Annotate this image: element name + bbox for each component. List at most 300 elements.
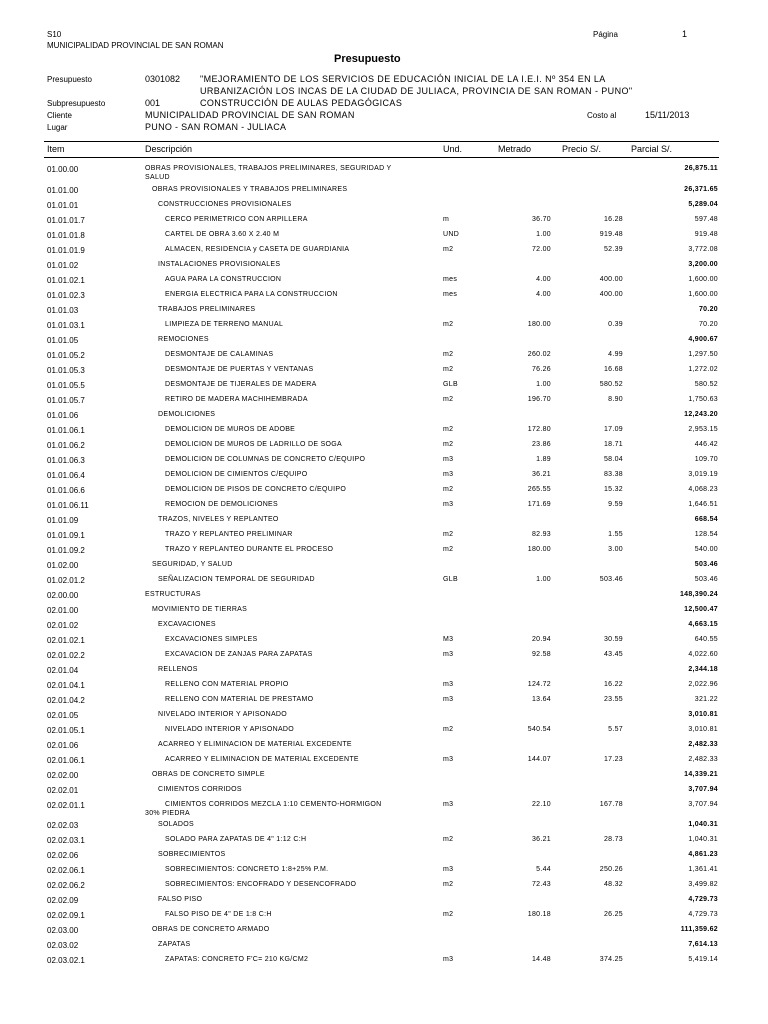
- costo-label: Costo al: [587, 111, 617, 120]
- row-description: DEMOLICION DE CIMIENTOS C/EQUIPO: [165, 470, 308, 478]
- row-parcial: 7,614.13: [688, 941, 718, 948]
- row-metrado: 4.00: [536, 275, 551, 283]
- row-metrado: 144.07: [527, 755, 551, 763]
- row-item-code: 01.01.03: [47, 305, 79, 315]
- row-unit: m3: [443, 680, 454, 688]
- row-unit: GLB: [443, 380, 458, 388]
- row-precio: 83.38: [603, 470, 623, 478]
- row-precio: 167.78: [599, 800, 623, 808]
- row-parcial: 4,861.23: [688, 851, 718, 858]
- table-row: [0, 851, 768, 866]
- table-row: [0, 501, 768, 516]
- row-precio: 48.32: [603, 881, 623, 888]
- page-label: Página: [593, 30, 618, 39]
- row-precio: 52.39: [603, 245, 623, 253]
- subpresupuesto-desc: CONSTRUCCIÓN DE AULAS PEDAGÓGICAS: [200, 98, 403, 108]
- row-parcial: 3,499.82: [688, 881, 718, 888]
- row-parcial: 1,600.00: [688, 275, 718, 283]
- row-parcial: 919.48: [694, 230, 718, 238]
- table-row: [0, 941, 768, 956]
- row-precio: 3.00: [608, 545, 623, 553]
- table-row: [0, 516, 768, 531]
- row-description: DEMOLICION DE COLUMNAS DE CONCRETO C/EQUIPO: [165, 455, 366, 463]
- row-description: NIVELADO INTERIOR Y APISONADO: [165, 725, 295, 733]
- row-item-code: 01.01.05.2: [47, 350, 85, 360]
- row-precio: 15.32: [603, 485, 623, 493]
- presupuesto-desc-line1: "MEJORAMIENTO DE LOS SERVICIOS DE EDUCACIÓN INICIAL DE LA I.E.I. Nº 354 EN LA: [200, 74, 606, 84]
- row-metrado: 13.64: [531, 695, 551, 703]
- row-unit: m2: [443, 365, 454, 373]
- row-precio: 374.25: [599, 956, 623, 963]
- row-metrado: 14.48: [531, 956, 551, 963]
- row-metrado: 72.43: [531, 881, 551, 888]
- row-item-code: 02.00.00: [47, 590, 79, 600]
- row-metrado: 23.86: [531, 440, 551, 448]
- table-row: [0, 771, 768, 786]
- row-parcial: 111,359.62: [680, 926, 718, 933]
- table-row: [0, 666, 768, 681]
- row-description: SEÑALIZACION TEMPORAL DE SEGURIDAD: [158, 575, 315, 583]
- row-metrado: 540.54: [527, 725, 551, 733]
- table-row: [0, 881, 768, 896]
- table-row: [0, 696, 768, 711]
- row-item-code: 01.01.05.7: [47, 395, 85, 405]
- row-precio: 17.23: [603, 755, 623, 763]
- row-description: RELLENO CON MATERIAL DE PRESTAMO: [165, 695, 314, 703]
- table-row: [0, 576, 768, 591]
- row-description: DEMOLICION DE PISOS DE CONCRETO C/EQUIPO: [165, 485, 347, 493]
- lugar-label: Lugar: [47, 123, 68, 132]
- row-parcial: 70.20: [698, 320, 718, 328]
- table-row: [0, 801, 768, 816]
- row-parcial: 1,750.63: [688, 395, 718, 403]
- table-row: [0, 231, 768, 246]
- table-row: [0, 306, 768, 321]
- table-row: [0, 186, 768, 201]
- row-parcial: 4,729.73: [688, 911, 718, 918]
- row-description: AGUA PARA LA CONSTRUCCION: [165, 275, 282, 283]
- row-precio: 5.57: [608, 725, 623, 733]
- row-metrado: 265.55: [527, 485, 551, 493]
- row-parcial: 14,339.21: [684, 770, 718, 778]
- row-precio: 16.68: [603, 365, 623, 373]
- row-item-code: 01.01.06.11: [47, 500, 89, 510]
- row-unit: m3: [443, 455, 454, 463]
- table-row: [0, 821, 768, 836]
- row-parcial: 3,200.00: [688, 260, 718, 268]
- row-item-code: 02.02.09: [47, 896, 79, 905]
- row-metrado: 180.00: [527, 320, 551, 328]
- row-parcial: 148,390.24: [679, 590, 718, 598]
- row-parcial: 3,772.08: [688, 245, 718, 253]
- table-row: [0, 836, 768, 851]
- row-description: ACARREO Y ELIMINACION DE MATERIAL EXCEDENTE: [158, 740, 352, 748]
- row-item-code: 02.01.02.2: [47, 650, 85, 660]
- row-item-code: 02.01.02.1: [47, 635, 85, 645]
- table-row: [0, 756, 768, 771]
- row-unit: m2: [443, 245, 454, 253]
- row-precio: 4.99: [608, 350, 623, 358]
- table-row: [0, 165, 768, 180]
- cliente-label: Cliente: [47, 111, 72, 120]
- row-description: SOBRECIMIENTOS: CONCRETO 1:8+25% P.M.: [165, 866, 329, 873]
- table-row: [0, 321, 768, 336]
- row-item-code: 02.02.01.1: [47, 800, 85, 810]
- table-row: [0, 726, 768, 741]
- row-metrado: 72.00: [531, 245, 551, 253]
- row-description: CARTEL DE OBRA 3.60 X 2.40 M: [165, 230, 280, 238]
- row-item-code: 01.01.02.1: [47, 275, 85, 285]
- row-item-code: 01.01.05: [47, 335, 79, 345]
- row-description: ESTRUCTURAS: [145, 590, 201, 598]
- row-parcial: 580.52: [694, 380, 718, 388]
- table-row: [0, 366, 768, 381]
- row-item-code: 02.01.04: [47, 665, 79, 675]
- row-description: ZAPATAS: CONCRETO F'C= 210 KG/CM2: [165, 956, 309, 963]
- row-item-code: 01.01.09.2: [47, 545, 85, 555]
- row-unit: m2: [443, 440, 454, 448]
- row-unit: m2: [443, 881, 454, 888]
- table-row: [0, 456, 768, 471]
- row-item-code: 01.01.06: [47, 410, 79, 420]
- row-description: ALMACEN, RESIDENCIA y CASETA DE GUARDIANIA: [165, 245, 350, 253]
- table-row: [0, 561, 768, 576]
- row-parcial: 12,500.47: [684, 605, 718, 613]
- table-row: [0, 896, 768, 911]
- row-description: TRAZO Y REPLANTEO PRELIMINAR: [165, 530, 293, 538]
- row-item-code: 02.02.06.2: [47, 881, 85, 890]
- col-parcial: Parcial S/.: [631, 144, 673, 154]
- row-precio: 26.25: [603, 911, 623, 918]
- row-description: ENERGIA ELECTRICA PARA LA CONSTRUCCION: [165, 290, 338, 298]
- row-item-code: 02.02.00: [47, 770, 79, 780]
- row-parcial: 4,022.60: [688, 650, 718, 658]
- row-parcial: 4,729.73: [688, 896, 718, 903]
- row-description: CIMIENTOS CORRIDOS MEZCLA 1:10 CEMENTO-HORMIGON: [165, 800, 382, 808]
- row-unit: m2: [443, 320, 454, 328]
- row-unit: m2: [443, 836, 454, 843]
- row-metrado: 172.80: [527, 425, 551, 433]
- row-unit: mes: [443, 275, 458, 283]
- row-description: NIVELADO INTERIOR Y APISONADO: [158, 710, 288, 718]
- row-description: SOBRECIMIENTOS: ENCOFRADO Y DESENCOFRADO: [165, 881, 357, 888]
- row-description-cont: 30% PIEDRA: [145, 809, 191, 817]
- row-parcial: 3,010.81: [688, 710, 718, 718]
- row-precio: 1.55: [608, 530, 623, 538]
- row-unit: m3: [443, 755, 454, 763]
- row-item-code: 02.02.03.1: [47, 836, 85, 845]
- row-precio: 0.39: [608, 320, 623, 328]
- cliente-value: MUNICIPALIDAD PROVINCIAL DE SAN ROMAN: [145, 110, 355, 120]
- row-precio: 16.22: [603, 680, 623, 688]
- row-unit: m3: [443, 866, 454, 873]
- row-unit: m3: [443, 500, 454, 508]
- row-description: OBRAS DE CONCRETO SIMPLE: [152, 770, 265, 778]
- row-parcial: 640.55: [694, 635, 718, 643]
- row-item-code: 01.01.09: [47, 515, 79, 525]
- row-unit: m2: [443, 395, 454, 403]
- row-precio: 503.46: [599, 575, 623, 583]
- row-parcial: 3,010.81: [688, 725, 718, 733]
- row-description: CIMIENTOS CORRIDOS: [158, 785, 242, 793]
- row-description: CERCO PERIMETRICO CON ARPILLERA: [165, 215, 308, 223]
- row-item-code: 01.01.01: [47, 200, 79, 210]
- row-parcial: 5,289.04: [688, 200, 718, 208]
- subpresupuesto-code: 001: [145, 98, 161, 108]
- row-precio: 9.59: [608, 500, 623, 508]
- row-metrado: 171.69: [527, 500, 551, 508]
- table-row: [0, 486, 768, 501]
- presupuesto-label: Presupuesto: [47, 75, 92, 84]
- row-unit: m2: [443, 725, 454, 733]
- row-unit: M3: [443, 635, 454, 643]
- row-parcial: 70.20: [698, 305, 718, 313]
- row-description: SOLADO PARA ZAPATAS DE 4" 1:12 C:H: [165, 836, 307, 843]
- row-item-code: 01.01.06.2: [47, 440, 85, 450]
- row-description: SOBRECIMIENTOS: [158, 851, 226, 858]
- row-metrado: 1.00: [536, 230, 551, 238]
- col-und: Und.: [443, 144, 463, 154]
- row-metrado: 20.94: [531, 635, 551, 643]
- table-row: [0, 606, 768, 621]
- row-parcial: 2,482.33: [688, 755, 718, 763]
- row-description: EXCAVACIONES: [158, 620, 216, 628]
- row-description: OBRAS PROVISIONALES Y TRABAJOS PRELIMINARES: [152, 185, 348, 193]
- costo-date: 15/11/2013: [645, 110, 690, 120]
- row-metrado: 124.72: [527, 680, 551, 688]
- row-description: DEMOLICION DE MUROS DE LADRILLO DE SOGA: [165, 440, 343, 448]
- row-parcial: 2,482.33: [688, 740, 718, 748]
- row-description: DEMOLICIONES: [158, 410, 216, 418]
- row-item-code: 01.01.05.3: [47, 365, 85, 375]
- row-item-code: 01.01.09.1: [47, 530, 85, 540]
- row-parcial: 12,243.20: [684, 410, 718, 418]
- row-precio: 23.55: [603, 695, 623, 703]
- row-parcial: 1,361.41: [688, 866, 718, 873]
- row-item-code: 01.01.06.6: [47, 485, 85, 495]
- row-parcial: 4,068.23: [688, 485, 718, 493]
- row-description: SOLADOS: [158, 821, 194, 828]
- page-number: 1: [682, 29, 688, 39]
- row-metrado: 260.02: [527, 350, 551, 358]
- row-item-code: 01.01.00: [47, 185, 79, 195]
- table-row: [0, 246, 768, 261]
- row-metrado: 36.21: [531, 470, 551, 478]
- row-description-cont: SALUD: [145, 174, 170, 181]
- row-metrado: 36.70: [531, 215, 551, 223]
- col-metrado: Metrado: [498, 144, 532, 154]
- row-unit: m2: [443, 425, 454, 433]
- row-item-code: 02.03.00: [47, 926, 79, 935]
- row-metrado: 92.58: [531, 650, 551, 658]
- table-row: [0, 201, 768, 216]
- table-row: [0, 926, 768, 941]
- table-row: [0, 636, 768, 651]
- row-description: TRABAJOS PRELIMINARES: [158, 305, 256, 313]
- row-precio: 400.00: [599, 275, 623, 283]
- row-description: TRAZO Y REPLANTEO DURANTE EL PROCESO: [165, 545, 334, 553]
- row-parcial: 26,875.11: [684, 165, 718, 172]
- row-parcial: 26,371.65: [684, 185, 718, 193]
- row-parcial: 109.70: [694, 455, 718, 463]
- row-precio: 400.00: [599, 290, 623, 298]
- row-precio: 17.09: [603, 425, 623, 433]
- table-row: [0, 381, 768, 396]
- row-description: LIMPIEZA DE TERRENO MANUAL: [165, 320, 284, 328]
- row-item-code: 01.02.01.2: [47, 575, 85, 585]
- table-row: [0, 276, 768, 291]
- presupuesto-code: 0301082: [145, 74, 181, 84]
- row-parcial: 2,022.96: [688, 680, 718, 688]
- row-metrado: 36.21: [531, 836, 551, 843]
- row-item-code: 01.01.06.4: [47, 470, 85, 480]
- row-metrado: 196.70: [527, 395, 551, 403]
- row-item-code: 02.01.05: [47, 710, 79, 720]
- row-metrado: 1.89: [536, 455, 551, 463]
- row-item-code: 01.01.05.5: [47, 380, 85, 390]
- table-row: [0, 681, 768, 696]
- row-parcial: 3,019.19: [688, 470, 718, 478]
- row-item-code: 01.01.03.1: [47, 320, 85, 330]
- table-row: [0, 291, 768, 306]
- row-unit: m3: [443, 695, 454, 703]
- row-metrado: 22.10: [531, 800, 551, 808]
- row-parcial: 1,600.00: [688, 290, 718, 298]
- row-unit: m2: [443, 530, 454, 538]
- row-item-code: 02.03.02.1: [47, 956, 85, 965]
- row-parcial: 503.46: [694, 560, 718, 568]
- row-parcial: 3,707.94: [688, 800, 718, 808]
- lugar-value: PUNO - SAN ROMAN - JULIACA: [145, 122, 287, 132]
- table-row: [0, 216, 768, 231]
- row-item-code: 02.01.04.1: [47, 680, 85, 690]
- row-item-code: 01.02.00: [47, 560, 79, 570]
- row-precio: 580.52: [599, 380, 623, 388]
- row-unit: m2: [443, 350, 454, 358]
- row-description: OBRAS DE CONCRETO ARMADO: [152, 926, 270, 933]
- row-description: DESMONTAJE DE TIJERALES DE MADERA: [165, 380, 317, 388]
- row-precio: 16.28: [603, 215, 623, 223]
- table-row: [0, 546, 768, 561]
- row-parcial: 3,707.94: [688, 785, 718, 793]
- row-unit: m2: [443, 545, 454, 553]
- row-description: FALSO PISO DE 4" DE 1:8 C:H: [165, 911, 272, 918]
- row-precio: 30.59: [603, 635, 623, 643]
- row-unit: mes: [443, 290, 458, 298]
- row-description: CONSTRUCCIONES PROVISIONALES: [158, 200, 292, 208]
- row-description: RETIRO DE MADERA MACHIHEMBRADA: [165, 395, 308, 403]
- row-parcial: 1,040.31: [688, 821, 718, 828]
- row-parcial: 4,900.67: [688, 335, 718, 343]
- table-row: [0, 956, 768, 971]
- table-row: [0, 531, 768, 546]
- row-description: ZAPATAS: [158, 941, 191, 948]
- row-description: DESMONTAJE DE PUERTAS Y VENTANAS: [165, 365, 314, 373]
- row-unit: m3: [443, 470, 454, 478]
- table-row: [0, 336, 768, 351]
- row-metrado: 1.00: [536, 575, 551, 583]
- row-item-code: 02.01.05.1: [47, 725, 85, 735]
- row-metrado: 5.44: [536, 866, 551, 873]
- table-row: [0, 591, 768, 606]
- row-item-code: 02.01.06.1: [47, 755, 85, 765]
- row-item-code: 02.02.01: [47, 785, 79, 795]
- table-row: [0, 441, 768, 456]
- table-row: [0, 261, 768, 276]
- row-parcial: 1,297.50: [688, 350, 718, 358]
- row-metrado: 180.18: [527, 911, 551, 918]
- table-row: [0, 396, 768, 411]
- page-title: Presupuesto: [334, 53, 401, 65]
- org-name: MUNICIPALIDAD PROVINCIAL DE SAN ROMAN: [47, 41, 224, 50]
- row-parcial: 321.22: [694, 695, 718, 703]
- presupuesto-desc-line2: URBANIZACIÓN LOS INCAS DE LA CIUDAD DE JULIACA, PROVINCIA DE SAN ROMAN - PUNO": [200, 86, 633, 96]
- row-parcial: 446.42: [694, 440, 718, 448]
- row-metrado: 4.00: [536, 290, 551, 298]
- row-item-code: 02.02.09.1: [47, 911, 85, 920]
- row-precio: 250.26: [599, 866, 623, 873]
- col-precio: Precio S/.: [562, 144, 602, 154]
- row-description: FALSO PISO: [158, 896, 203, 903]
- row-unit: m3: [443, 650, 454, 658]
- row-parcial: 1,646.51: [688, 500, 718, 508]
- row-description: EXCAVACIONES SIMPLES: [165, 635, 258, 643]
- row-item-code: 02.02.06: [47, 851, 79, 860]
- table-row: [0, 471, 768, 486]
- row-parcial: 2,953.15: [688, 425, 718, 433]
- row-item-code: 02.03.02: [47, 941, 79, 950]
- row-unit: GLB: [443, 575, 458, 583]
- row-item-code: 01.00.00: [47, 165, 79, 174]
- row-precio: 919.48: [599, 230, 623, 238]
- row-parcial: 540.00: [694, 545, 718, 553]
- row-item-code: 02.01.04.2: [47, 695, 85, 705]
- col-descripcion: Descripción: [145, 144, 193, 154]
- row-parcial: 4,663.15: [688, 620, 718, 628]
- row-precio: 58.04: [603, 455, 623, 463]
- row-item-code: 02.01.00: [47, 605, 79, 615]
- row-metrado: 82.93: [531, 530, 551, 538]
- row-parcial: 1,040.31: [688, 836, 718, 843]
- row-unit: m: [443, 215, 450, 223]
- row-parcial: 668.54: [694, 515, 718, 523]
- row-description: EXCAVACION DE ZANJAS PARA ZAPATAS: [165, 650, 313, 658]
- row-parcial: 1,272.02: [688, 365, 718, 373]
- subpresupuesto-label: Subpresupuesto: [47, 99, 106, 108]
- row-description: REMOCION DE DEMOLICIONES: [165, 500, 278, 508]
- row-item-code: 02.02.03: [47, 821, 79, 830]
- row-metrado: 180.00: [527, 545, 551, 553]
- row-precio: 28.73: [603, 836, 623, 843]
- system-label: S10: [47, 30, 62, 39]
- row-description: RELLENO CON MATERIAL PROPIO: [165, 680, 289, 688]
- table-row: [0, 426, 768, 441]
- row-metrado: 1.00: [536, 380, 551, 388]
- row-description: RELLENOS: [158, 665, 198, 673]
- row-item-code: 01.01.01.8: [47, 230, 85, 240]
- row-parcial: 2,344.18: [688, 665, 718, 673]
- table-row: [0, 621, 768, 636]
- row-unit: UND: [443, 230, 460, 238]
- row-description: ACARREO Y ELIMINACION DE MATERIAL EXCEDENTE: [165, 755, 359, 763]
- row-parcial: 128.54: [694, 530, 718, 538]
- row-unit: m3: [443, 800, 454, 808]
- row-precio: 18.71: [603, 440, 623, 448]
- row-unit: m2: [443, 485, 454, 493]
- table-row: [0, 911, 768, 926]
- row-description: DEMOLICION DE MUROS DE ADOBE: [165, 425, 296, 433]
- row-description: OBRAS PROVISIONALES, TRABAJOS PRELIMINARES, SEGURIDAD Y: [145, 165, 392, 172]
